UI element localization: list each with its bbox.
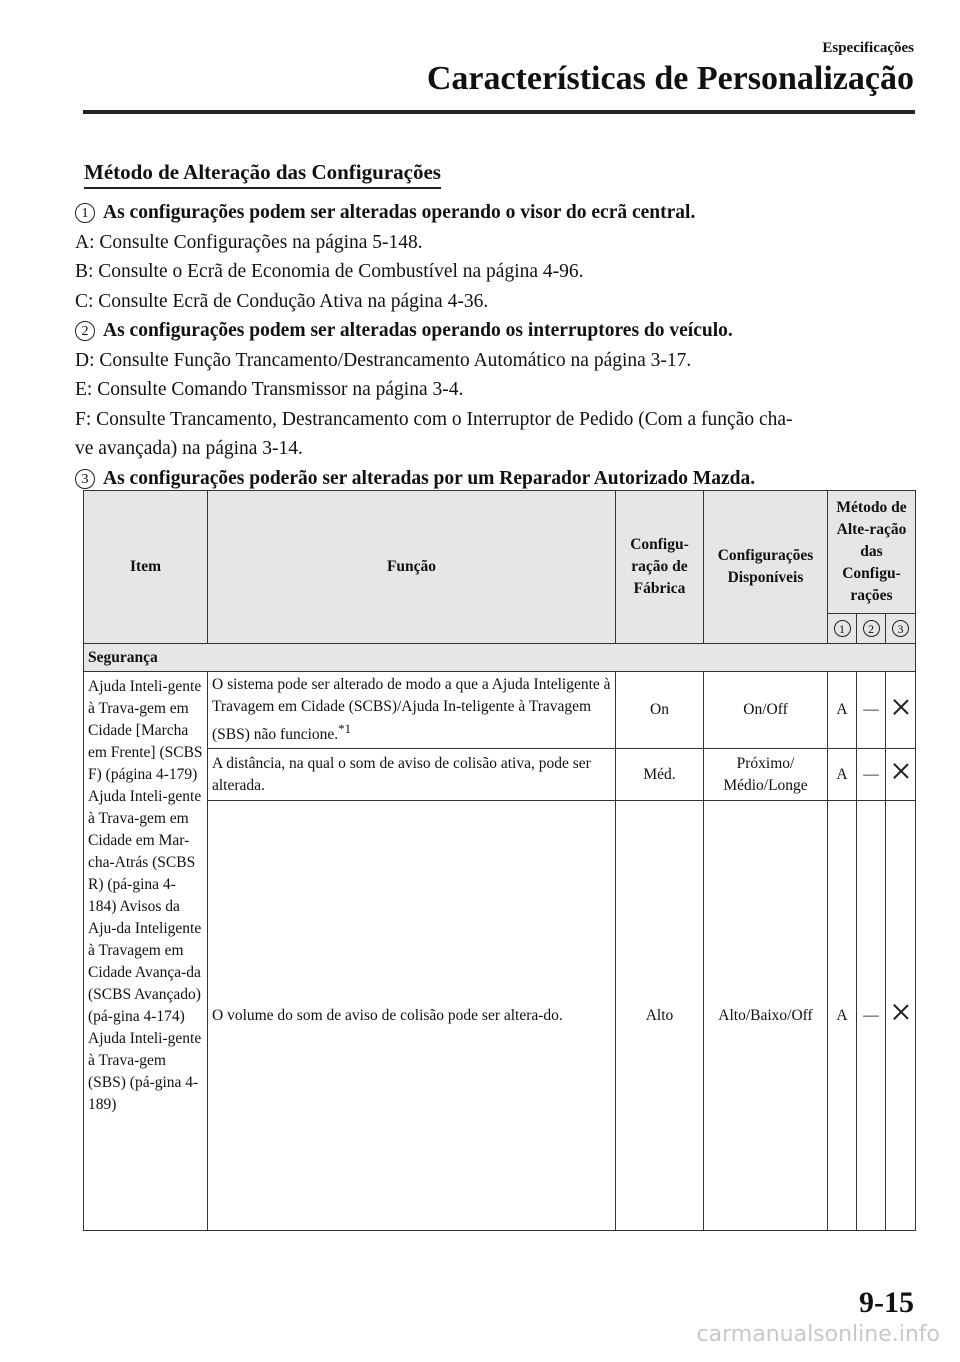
header-method-3: 3	[886, 614, 916, 644]
method-line: A: Consulte Configurações na página 5-148.	[75, 231, 423, 253]
method-heading-text: As configurações podem ser alteradas operando o visor do ecrã central.	[103, 202, 696, 223]
function-cell: O volume do som de aviso de colisão pode ser altera-do.	[208, 801, 616, 1231]
page-title: Características de Personalização	[426, 60, 914, 97]
circled-number: 3	[75, 469, 95, 489]
category-row: Segurança	[84, 644, 916, 672]
method-3-cell	[886, 672, 916, 749]
table-row	[84, 801, 916, 1231]
method-3-cell	[886, 801, 916, 1231]
header-available-settings: Configurações Disponíveis	[704, 491, 828, 644]
header-rule	[83, 110, 915, 114]
method-1-cell: A	[828, 749, 857, 801]
method-2-cell: —	[857, 801, 886, 1231]
available-cell: On/Off	[704, 672, 828, 749]
x-mark-icon	[893, 699, 909, 715]
settings-table	[83, 490, 916, 1231]
header-function: Função	[208, 491, 616, 644]
methods-list	[75, 198, 920, 493]
x-mark-icon	[893, 763, 909, 779]
method-line: ve avançada) na página 3-14.	[75, 438, 303, 459]
method-1-cell: A	[828, 801, 857, 1231]
method-2-heading	[75, 316, 920, 346]
method-line: E: Consulte Comando Transmissor na página 3-4.	[75, 379, 464, 400]
method-1-heading	[75, 198, 920, 228]
available-cell: Próximo/ Médio/Longe	[704, 749, 828, 801]
method-3-heading	[75, 464, 920, 494]
factory-cell: Méd.	[616, 749, 704, 801]
method-2-cell: —	[857, 672, 886, 749]
function-cell: A distância, na qual o som de aviso de colisão ativa, pode ser alterada.	[208, 749, 616, 801]
item-cell: Ajuda Inteli-gente à Trava-gem em Cidade [Marcha em Frente] (SCBS F) (página 4-179) Ajuda Inteli-gente à Trava-gem em Cidade em Mar-cha-Atrás (SCBS R) (pá-gina 4-184) Avisos da Aju-da Inteligente à Travagem em Cidade Avança-da (SCBS Avançado) (pá-gina 4-174) Ajuda Inteli-gente à Trava-gem (SBS) (pá-gina 4-189)	[84, 672, 208, 1231]
method-2-cell: —	[857, 749, 886, 801]
function-cell: O sistema pode ser alterado de modo a que a Ajuda Inteligente à Travagem em Cidade (SCBS)/Ajuda In-teligente à Travagem (SBS) não funcione.$^{*1}$	[208, 672, 616, 749]
page-number: 9-15	[859, 1286, 914, 1319]
method-line: F: Consulte Trancamento, Destrancamento com o Interruptor de Pedido (Com a função cha-	[75, 408, 793, 430]
factory-cell: On	[616, 672, 704, 749]
circled-number: 1	[75, 203, 95, 223]
header-method-1: 1	[828, 614, 857, 644]
method-heading-text: As configurações poderão ser alteradas por um Reparador Autorizado Mazda.	[103, 467, 756, 489]
method-heading-text: As configurações podem ser alteradas operando os interruptores do veículo.	[103, 320, 733, 341]
watermark: carmanualsonline.info	[696, 1322, 940, 1347]
method-1-cell: A	[828, 672, 857, 749]
header-section: Especificações	[822, 40, 914, 56]
factory-cell: Alto	[616, 801, 704, 1231]
method-line: D: Consulte Função Trancamento/Destrancamento Automático na página 3-17.	[75, 349, 692, 371]
method-3-cell	[886, 749, 916, 801]
header-item: Item	[84, 491, 208, 644]
section-title: Método de Alteração das Configurações	[84, 160, 441, 189]
header-factory-setting: Configu-ração de Fábrica	[616, 491, 704, 644]
table-row	[84, 749, 916, 801]
available-cell: Alto/Baixo/Off	[704, 801, 828, 1231]
header-change-method: Método de Alte-ração das Configu-rações	[828, 491, 916, 614]
x-mark-icon	[893, 1004, 909, 1020]
method-line: B: Consulte o Ecrã de Economia de Combustível na página 4-96.	[75, 261, 584, 282]
circled-number: 2	[75, 321, 95, 341]
header-method-2: 2	[857, 614, 886, 644]
method-line: C: Consulte Ecrã de Condução Ativa na página 4-36.	[75, 290, 489, 312]
table-row	[84, 672, 916, 749]
